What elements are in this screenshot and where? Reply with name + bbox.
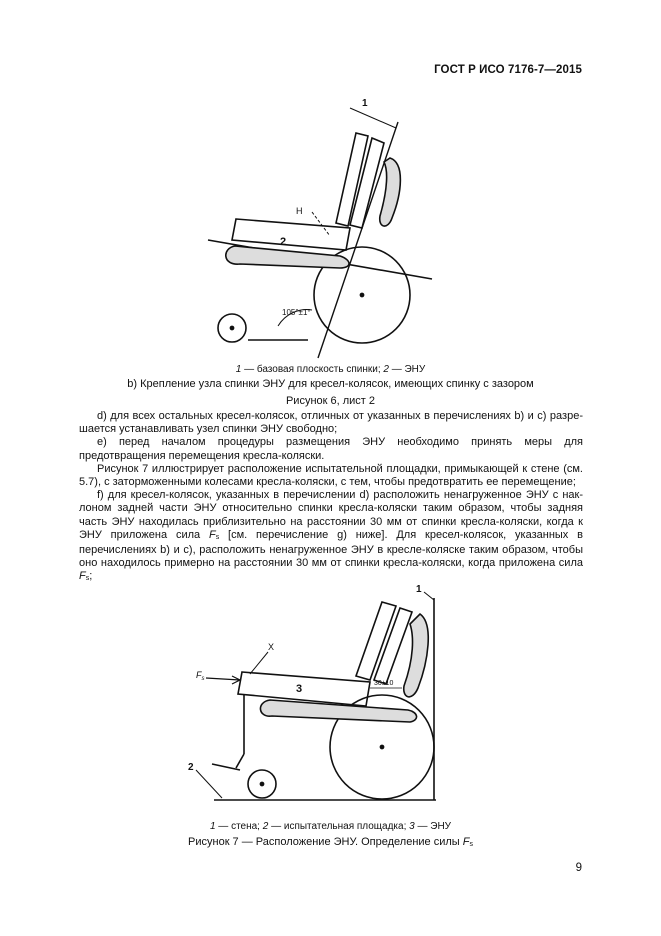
backrest-slat-1 [336, 133, 368, 226]
body-text [79, 410, 583, 586]
figure-6-drawing [0, 88, 661, 363]
label-2: 2 [188, 762, 194, 773]
figure-7-drawing [0, 584, 661, 814]
force-arrow [206, 678, 240, 680]
figure-6-title: Рисунок 6, лист 2 [285, 395, 376, 407]
label-force: $F_s$ [196, 670, 205, 682]
backrest-slat-2 [374, 608, 412, 684]
label-h: H [296, 206, 303, 216]
back-reference-plane [318, 122, 398, 358]
paragraph-d: d) для всех остальных кресел-колясок, отличных от указанных в перечислениях b) и с) разре-шается устанавливать узел спинки ЭНУ свободно; [79, 410, 583, 436]
figure-6-subcaption: b) Крепление узла спинки ЭНУ для кресел-колясок, имеющих спинку с зазором [127, 378, 534, 390]
paragraph-f: f) для кресел-колясок, указанных в перечислении d) расположить ненагруженное ЭНУ с нак-лоном задней части ЭНУ относительно спинки кресла-коляски таким образом, чтобы задняя часть ЭНУ находилась приблизительно на расстоянии 30 мм от спинки кресла-коляски, когда к ЭНУ приложена сила $F_s$ [см. перечисление g) ниже]. Для кресел-колясок, указанных в перечислениях b) и с), расположить ненагруженное ЭНУ в кресле-коляске таким образом, чтобы оно находилось примерно на расстоянии 30 мм от спинки кресла-коляски, когда приложена сила $F_s$; [79, 489, 583, 583]
label-2: 2 [280, 236, 287, 248]
backrest-slat-1 [356, 602, 396, 680]
paragraph-figure-7: Рисунок 7 иллюстрирует расположение испытательной площадки, примыкающей к стене (см. 5.7), с заторможенными колесами кресла-коляски, с тем, чтобы предотвратить ее перемещение; [79, 462, 583, 489]
wheelchair-diagram-6 [0, 88, 661, 363]
angle-label: 105°±1° [282, 308, 311, 317]
document-header: ГОСТ Р ИСО 7176-7—2015 [434, 64, 582, 76]
seat-block [232, 219, 350, 250]
label-1: 1 [362, 98, 368, 109]
label-gap: 30±10 [374, 680, 394, 687]
page-number: 9 [575, 862, 582, 874]
label-1: 1 [416, 584, 422, 595]
label-3: 3 [296, 683, 303, 695]
figure-7-title: Рисунок 7 — Расположение ЭНУ. Определение силы $F_s$ [188, 836, 473, 848]
wheelchair-diagram-7 [0, 584, 661, 814]
figure-7-legend: 1 — стена; 2 — испытательная площадка; 3 — ЭНУ [209, 821, 452, 832]
paragraph-e: e) перед началом процедуры размещения ЭНУ необходимо принять меры для предотвращения перемещения кресла-коляски. [79, 436, 583, 462]
figure-6-legend: 1 — базовая плоскость спинки; 2 — ЭНУ [235, 364, 426, 375]
label-x: X [268, 642, 275, 652]
seat-block [238, 672, 370, 706]
